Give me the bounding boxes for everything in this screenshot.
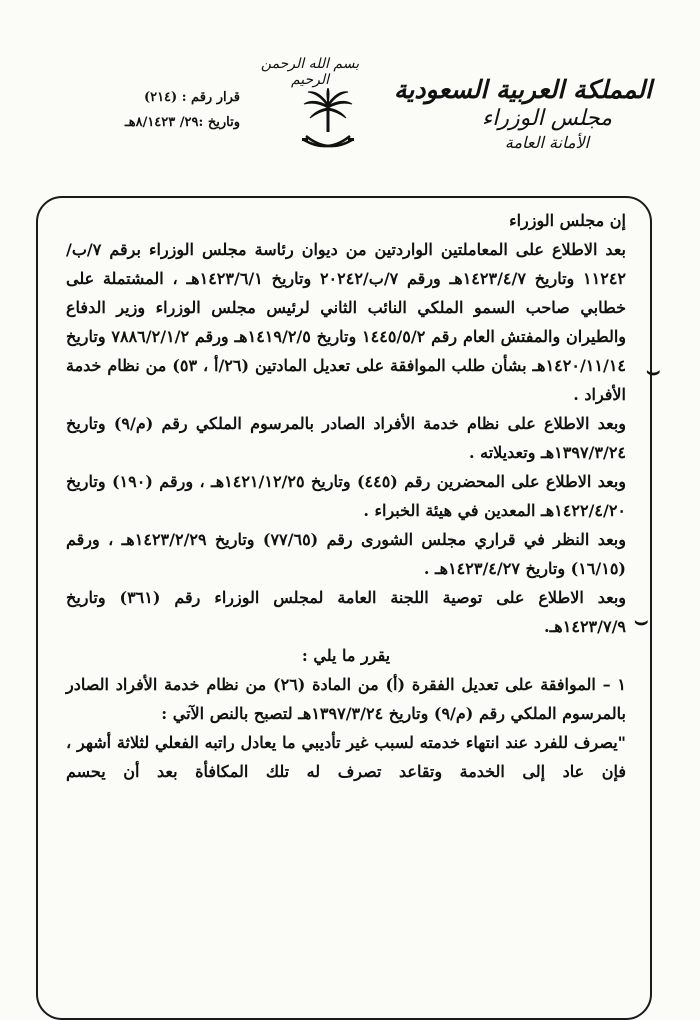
article-1: ١ – الموافقة على تعديل الفقرة (أ) من المادة (٢٦) من نظام خدمة الأفراد الصادر بالمرسوم الملكي رقم (م/٩) وتاريخ ١٣٩٧/٣/٢٤هـ لتصبح بالنص الآتي : <box>66 675 626 723</box>
letterhead <box>0 0 700 200</box>
decision-info <box>40 86 240 135</box>
paragraph-shura-decisions: وبعد النظر في قراري مجلس الشورى رقم (٧٧/٦٥) وتاريخ ١٤٢٣/٢/٢٩هـ ، ورقم (١٦/١٥) وتاريخ ١٤٢٣/٤/٢٧هـ . <box>66 530 626 578</box>
palm-swords-emblem-icon <box>300 88 356 158</box>
decides-heading: يقرر ما يلي : <box>301 646 391 665</box>
decision-number: قرار رقم : (٢١٤) <box>143 90 240 105</box>
decision-body <box>66 206 626 786</box>
margin-punch-mark: ⌣ <box>646 358 661 384</box>
article-1-quote: "يصرف للفرد عند انتهاء خدمته لسبب غير تأديبي ما يعادل راتبه الفعلي لثلاثة أشهر ، فإن عاد إلى الخدمة وتقاعد تصرف له تلك المكافأة بعد أن يحسم <box>66 733 626 781</box>
issuer-block <box>393 74 652 153</box>
paragraph-review-system: وبعد الاطلاع على نظام خدمة الأفراد الصادر بالمرسوم الملكي رقم (م/٩) وتاريخ ١٣٩٧/٣/٢٤هـ وتعديلاته . <box>66 414 627 462</box>
decision-date: وتاريخ :٢٩/ ٨/١٤٢٣هـ <box>124 114 240 130</box>
kingdom-name: المملكة العربية السعودية <box>393 75 652 104</box>
paragraph-review-minutes: وبعد الاطلاع على المحضرين رقم (٤٤٥) وتاريخ ١٤٢١/١٢/٢٥هـ ، ورقم (١٩٠) وتاريخ ١٤٢٢/٤/٢٠هـ المعدين في هيئة الخبراء . <box>66 472 626 520</box>
council-name: مجلس الوزراء <box>481 106 613 132</box>
margin-punch-mark: ⌣ <box>634 608 649 634</box>
opening-line: إن مجلس الوزراء <box>509 211 626 230</box>
basmala: بسم الله الرحمن الرحيم <box>260 56 360 88</box>
paragraph-review-transactions: بعد الاطلاع على المعاملتين الواردتين من ديوان رئاسة مجلس الوزراء برقم ٧/ب/١١٢٤٢ وتاريخ ١٤٢٣/٤/٧هـ ورقم ٧/ب/٢٠٢٤٢ وتاريخ ١٤٢٣/٦/١هـ ، المشتملة على خطابي صاحب السمو الملكي النائب الثاني لرئيس مجلس الوزراء وزير الدفاع والطيران والمفتش العام رقم ١٤٤٥/٥/٢ وتاريخ ١٤١٩/٢/٥هـ ورقم ٧٨٨٦/٢/١/٢ وتاريخ ١٤٢٠/١١/١٤هـ بشأن طلب الموافقة على تعديل المادتين (٢٦/أ ، ٥٣) من نظام خدمة الأفراد . <box>66 240 627 404</box>
secretariat-name: الأمانة العامة <box>504 132 590 152</box>
paragraph-committee-recommendation: وبعد الاطلاع على توصية اللجنة العامة لمجلس الوزراء رقم (٣٦١) وتاريخ ١٤٢٣/٧/٩هـ. <box>66 588 627 636</box>
